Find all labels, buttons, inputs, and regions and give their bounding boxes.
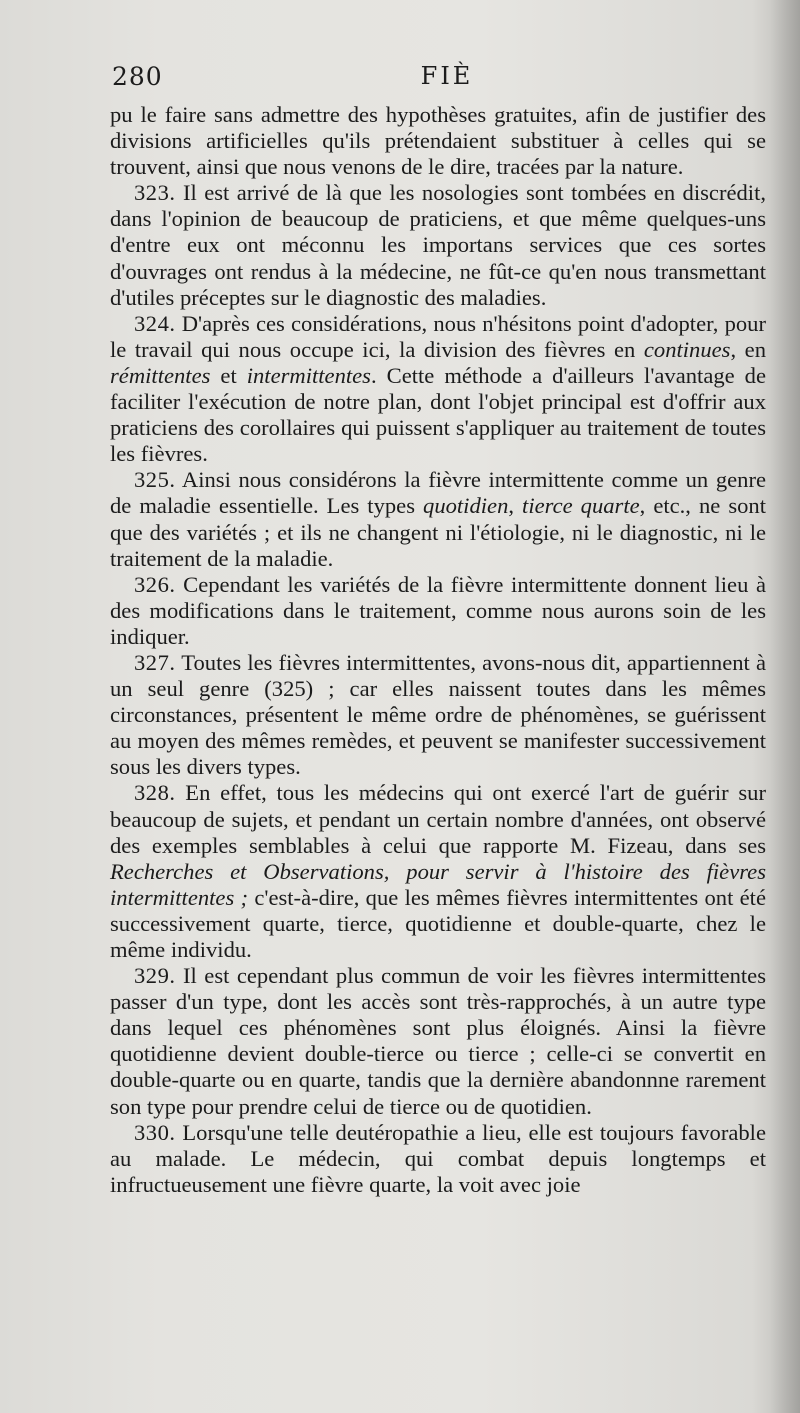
paragraph-text: , etc., ne sont que des variétés ; et ils ne changent ni l'étiologie, ni le diagnostic, ni le traitement de la maladie. xyxy=(110,493,766,571)
paragraph-328 xyxy=(110,780,766,963)
paragraph-text: D'après ces considérations, nous n'hésitons point d'adopter, pour le travail qui nous occupe ici, la division des fièvres en xyxy=(110,310,766,362)
paragraph-text: Cependant les variétés de la fièvre intermittente donnent lieu à des modifications dans le traitement, comme nous aurons soin de les indiquer. xyxy=(110,571,766,649)
body-text xyxy=(110,102,766,1198)
paragraph-number: 327. xyxy=(134,649,176,675)
italic-term: continues xyxy=(643,336,731,362)
italic-term: quotidien xyxy=(423,493,509,519)
paragraph-number: 330. xyxy=(134,1119,176,1145)
paragraph-number: 325. xyxy=(134,467,176,493)
paragraph-text: Ainsi nous considérons la fièvre intermittente comme un genre de maladie essentielle. Les types xyxy=(110,467,766,519)
paragraph-number: 324. xyxy=(134,310,176,336)
paragraph-number: 329. xyxy=(134,963,176,989)
paragraph-327 xyxy=(110,650,766,780)
paragraph-text: Lorsqu'une telle deutéropathie a lieu, elle est toujours favorable au malade. Le médecin, qui combat depuis longtemps et infructueusement une fièvre quarte, la voit avec joie xyxy=(110,1119,766,1197)
page-edge-shadow xyxy=(770,0,800,1413)
italic-term: rémittentes xyxy=(110,362,211,388)
paragraph-number: 323. xyxy=(134,180,176,206)
italic-title: Recherches et Observations, pour servir à l'histoire des fièvres intermittentes ; xyxy=(110,858,766,910)
paragraph-323 xyxy=(110,180,766,310)
paragraph-326 xyxy=(110,572,766,650)
paragraph-text: Il est arrivé de là que les nosologies sont tombées en discrédit, dans l'opinion de beaucoup de praticiens, et que même quelques-uns d'entre eux ont méconnu les importans services que ces sortes d'ouvrages ont rendus à la médecine, ne fût-ce qu'en nous transmettant d'utiles préceptes sur le diagnostic des maladies. xyxy=(110,180,766,310)
paragraph-text: , xyxy=(508,493,523,519)
page-header xyxy=(112,62,772,102)
paragraph-text: c'est-à-dire, que les mêmes fièvres intermittentes ont été successivement quarte, tierce, quotidienne et double-quarte, chez le même individu. xyxy=(110,884,766,962)
paragraph-324 xyxy=(110,311,766,468)
paragraph-text: . Cette méthode a d'ailleurs l'avantage de faciliter l'exécution de notre plan, dont l'objet principal est d'offrir aux praticiens des corollaires qui puissent s'appliquer au traitement de toutes les fièvres. xyxy=(110,362,766,467)
page-number: 280 xyxy=(112,62,163,91)
paragraph-number: 326. xyxy=(134,571,176,597)
continuation-paragraph: pu le faire sans admettre des hypothèses gratuites, afin de justifier des divisions artificielles qu'ils prétendaient substituer à celles qui se trouvent, ainsi que nous venons de le dire, tracées par la nature. xyxy=(110,102,766,180)
paragraph-text: Toutes les fièvres intermittentes, avons-nous dit, appartiennent à un seul genre (325) ; car elles naissent toutes dans les mêmes circonstances, présentent le même ordre de phénomènes, se guérissent au moyen des mêmes remèdes, et peuvent se manifester successivement sous les divers types. xyxy=(110,649,766,780)
paragraph-text: , en xyxy=(730,336,766,362)
running-head: FIÈ xyxy=(420,62,474,90)
paragraph-text: Il est cependant plus commun de voir les fièvres intermittentes passer d'un type, dont les accès sont très-rapprochés, à un autre type dans lequel ces phénomènes sont plus éloignés. Ainsi la fièvre quotidienne devient double-tierce ou tierce ; celle-ci se convertit en double-quarte ou en quarte, tandis que la dernière abandonnne rarement son type pour prendre celui de tierce ou de quotidien. xyxy=(110,963,766,1119)
paragraph-325 xyxy=(110,467,766,571)
paragraph-330 xyxy=(110,1120,766,1198)
paragraph-number: 328. xyxy=(134,780,176,806)
italic-term: intermittentes xyxy=(246,362,371,388)
paragraph-text: En effet, tous les médecins qui ont exercé l'art de guérir sur beaucoup de sujets, et pendant un certain nombre d'années, ont observé des exemples semblables à celui que rapporte M. Fizeau, dans ses xyxy=(110,780,766,858)
paragraph-text: et xyxy=(210,362,247,388)
paragraph-329 xyxy=(110,963,766,1120)
italic-term: tierce quarte xyxy=(522,493,640,519)
